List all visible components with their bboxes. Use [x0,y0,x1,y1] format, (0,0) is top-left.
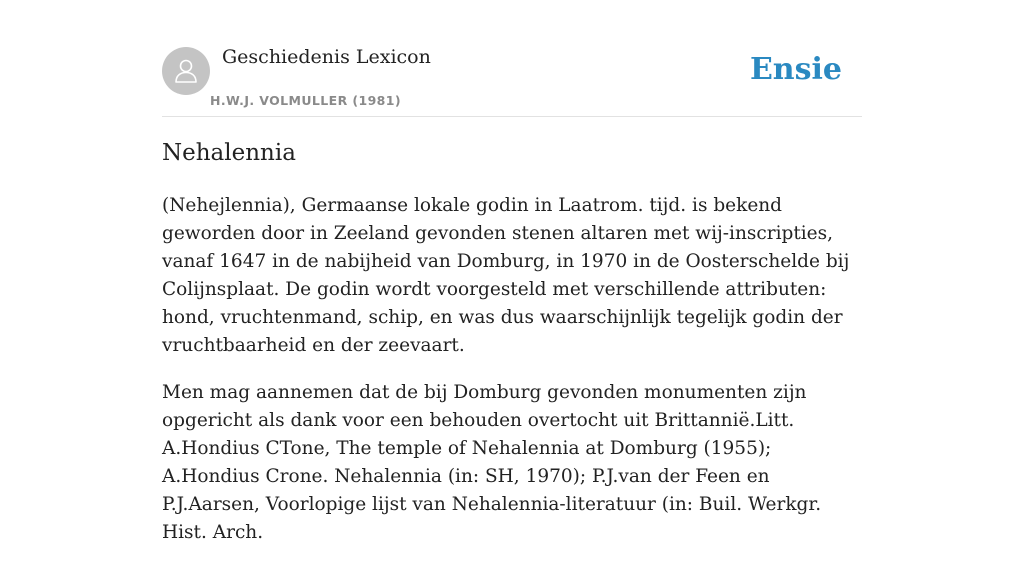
source-header [162,44,862,117]
article-paragraph: (Nehejlennia), Germaanse lokale godin in Laatrom. tijd. is bekend geworden door in Zeeland gevonden stenen altaren met wij-inscripties, vanaf 1647 in de nabijheid van Domburg, in 1970 in de Oosterschelde bij Colijnsplaat. De godin wordt voorgesteld met verschillende attributen: hond, vruchtenmand, schip, en was dus waarschijnlijk tegelijk godin der vruchtbaarheid en der zeevaart. [162,195,850,356]
article-body [162,192,862,566]
author-credit: H.W.J. VOLMULLER (1981) [210,93,401,108]
article-paragraph: Men mag aannemen dat de bij Domburg gevonden monumenten zijn opgericht als dank voor een behouden overtocht uit Brittannië.Litt. A.Hondius CTone, The temple of Nehalennia at Domburg (1955); A.Hondius Crone. Nehalennia (in: SH, 1970); P.J.van der Feen en P.J.Aarsen, Voorlopige lijst van Nehalennia-literatuur (in: Buil. Werkgr. Hist. Arch. [162,382,822,543]
article-title: Nehalennia [162,140,296,166]
brand-logo[interactable]: Ensie [749,52,842,87]
lexicon-name-link[interactable]: Geschiedenis Lexicon [222,46,431,68]
avatar[interactable] [162,47,210,95]
user-silhouette-icon [171,56,201,86]
